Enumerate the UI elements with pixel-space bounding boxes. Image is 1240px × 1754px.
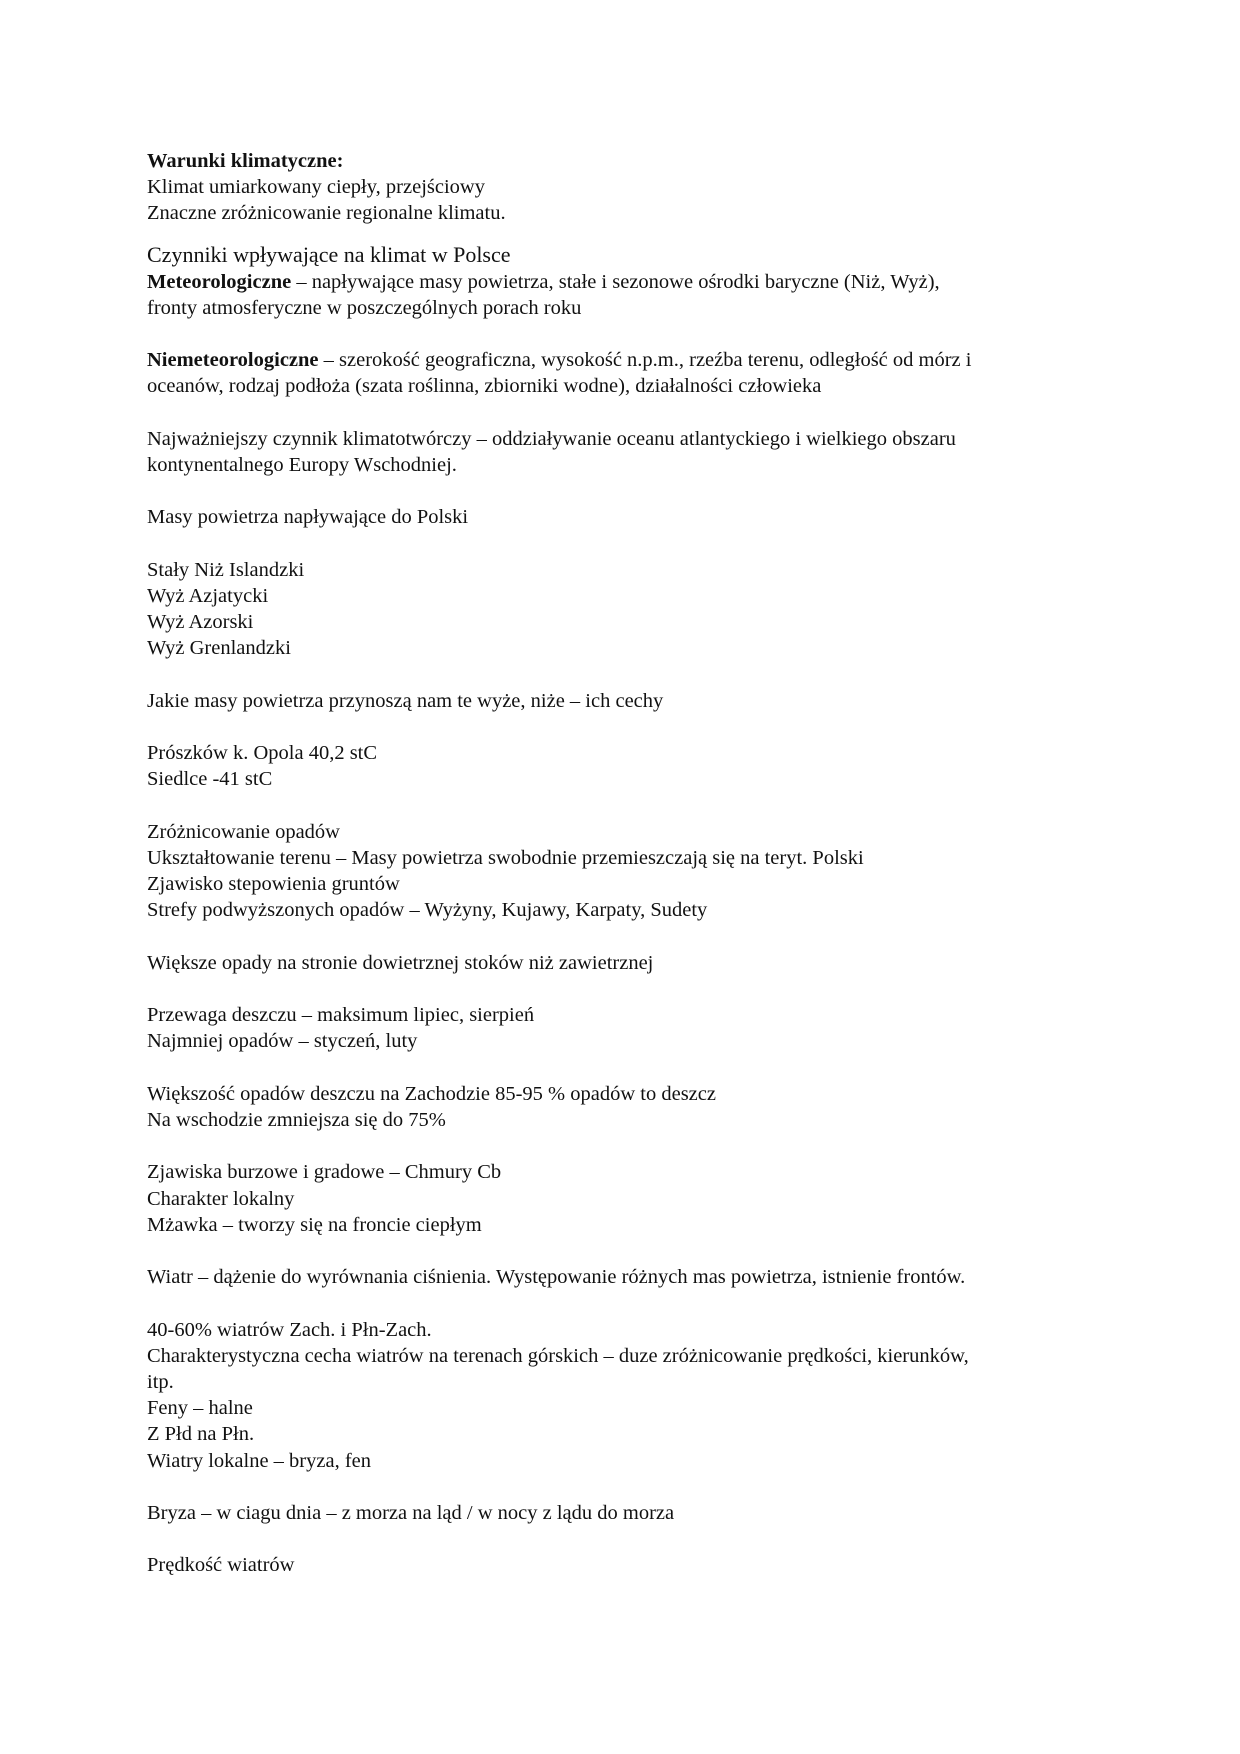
non-meteorological-line-1: Niemeteorologiczne – szerokość geograficzna, wysokość n.p.m., rzeźba terenu, odległość od mórz i: [147, 349, 972, 372]
air-masses-line: Masy powietrza napływające do Polski: [147, 506, 469, 529]
document-title: Warunki klimatyczne:: [147, 150, 344, 172]
rain-share-line: Na wschodzie zmniejsza się do 75%: [147, 1108, 446, 1131]
storms-line: Mżawka – tworzy się na froncie ciepłym: [147, 1213, 482, 1236]
breeze-line: Bryza – w ciagu dnia – z morza na ląd / w nocy z lądu do morza: [147, 1501, 675, 1524]
meteorological-line-2: fronty atmosferyczne w poszczególnych porach roku: [147, 296, 582, 319]
precipitation-line: Zróżnicowanie opadów: [147, 820, 340, 843]
winds-line: Wiatry lokalne – bryza, fen: [147, 1449, 372, 1472]
pressure-centre-item: Wyż Azorski: [147, 611, 254, 634]
winds-line: Charakterystyczna cecha wiatrów na terenach górskich – duze zróżnicowanie prędkości, kierunków,: [147, 1344, 969, 1367]
wind-speed-line: Prędkość wiatrów: [147, 1554, 295, 1577]
winds-line: Z Płd na Płn.: [147, 1423, 255, 1446]
rain-season-line: Przewaga deszczu – maksimum lipiec, sierpień: [147, 1004, 535, 1027]
intro-line-2: Znaczne zróżnicowanie regionalne klimatu.: [147, 202, 506, 225]
precipitation-line: Zjawisko stepowienia gruntów: [147, 873, 400, 896]
rain-share-line: Większość opadów deszczu na Zachodzie 85-95 % opadów to deszcz: [147, 1082, 716, 1105]
precipitation-line: Strefy podwyższonych opadów – Wyżyny, Kujawy, Karpaty, Sudety: [147, 899, 708, 922]
factors-heading: Czynniki wpływające na klimat w Polsce: [147, 241, 511, 267]
winds-line: itp.: [147, 1370, 174, 1393]
non-meteorological-line-2: oceanów, rodzaj podłoża (szata roślinna, zbiorniki wodne), działalności człowieka: [147, 375, 822, 398]
non-meteorological-term: Niemeteorologiczne: [147, 349, 319, 372]
precipitation-line: Ukształtowanie terenu – Masy powietrza swobodnie przemieszczają się na teryt. Polski: [147, 846, 864, 869]
temperature-record-max: Prószków k. Opola 40,2 stC: [147, 742, 378, 765]
winds-line: 40-60% wiatrów Zach. i Płn-Zach.: [147, 1318, 432, 1341]
storms-line: Charakter lokalny: [147, 1187, 295, 1210]
pressure-centre-item: Wyż Azjatycki: [147, 584, 269, 607]
wind-definition: Wiatr – dążenie do wyrównania ciśnienia. Występowanie różnych mas powietrza, istnienie frontów.: [147, 1266, 966, 1289]
document-body: [147, 148, 1107, 1579]
temperature-record-min: Siedlce -41 stC: [147, 768, 273, 791]
main-factor-line-2: kontynentalnego Europy Wschodniej.: [147, 454, 457, 476]
intro-line-1: Klimat umiarkowany ciepły, przejściowy: [147, 176, 485, 199]
storms-line: Zjawiska burzowe i gradowe – Chmury Cb: [147, 1161, 502, 1184]
question-line: Jakie masy powietrza przynoszą nam te wyże, niże – ich cechy: [147, 689, 664, 712]
winds-line: Feny – halne: [147, 1397, 253, 1420]
meteorological-line-1: Meteorologiczne – napływające masy powietrza, stałe i sezonowe ośrodki baryczne (Niż, Wyż),: [147, 270, 940, 293]
pressure-centre-item: Stały Niż Islandzki: [147, 558, 305, 581]
meteorological-term: Meteorologiczne: [147, 270, 292, 293]
rain-season-line: Najmniej opadów – styczeń, luty: [147, 1030, 418, 1053]
pressure-centre-item: Wyż Grenlandzki: [147, 637, 291, 660]
windward-line: Większe opady na stronie dowietrznej stoków niż zawietrznej: [147, 951, 654, 974]
main-factor-line-1: Najważniejszy czynnik klimatotwórczy – oddziaływanie oceanu atlantyckiego i wielkiego obszaru: [147, 427, 956, 450]
